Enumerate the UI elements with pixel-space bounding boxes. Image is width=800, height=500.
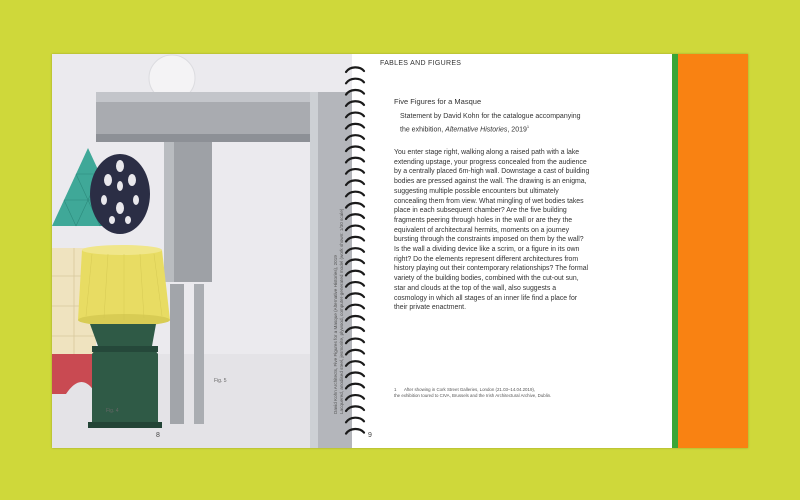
spiral-coil (346, 293, 364, 298)
spiral-coil (346, 350, 364, 355)
statement-text (400, 112, 590, 134)
spiral-coil (346, 203, 364, 208)
spiral-coil (346, 271, 364, 276)
spiral-coil (346, 259, 364, 264)
spiral-coil (346, 90, 364, 95)
footnote-line-1: After showing in Cork Street Galleries, London (21.03–14.04.2019), (404, 387, 536, 392)
running-head: FABLES AND FIGURES (380, 60, 462, 67)
spiral-coil (346, 372, 364, 377)
spiral-coil (346, 79, 364, 84)
statement-exhibition-title: Alternative Histories (445, 125, 508, 133)
left-page (52, 54, 352, 448)
footnote-line-2: the exhibition toured to CIVA, Brussels and the Irish Architectural Archive, Dublin. (394, 393, 552, 398)
spiral-coil (346, 101, 364, 106)
spiral-coil (346, 429, 364, 434)
spiral-coil (346, 418, 364, 423)
right-page (352, 54, 674, 448)
essay-body: You enter stage right, walking along a raised path with a lake extending upstage, your progress concealed from the audience by a centrally placed 6m-high wall. Downstage a cast of building bodies are pressed against the wall. The drawing is an enigma, suggesting multiple possible encounters but ultimately concealing them from view. What mingling of wet bodies takes place in each subsequent chamber? Are the five building fragments peering through holes in the wall or are they the equivalent of architectural hermits, moments on a journey bursting through the constraints imposed on them by the wall? Is the wall a dividing device like a scrim, or a figure in its own right? Do the elements represent different architectures from history playing out their contemporary relationships? The formal variety of the building bodies, combined with the cut-out sun, star and clouds at the top of the wall, also suggests a cosmology in which all stages of an inner life find a place for their private enactment. (394, 149, 590, 312)
spiral-coil (346, 67, 364, 72)
spiral-coil (346, 305, 364, 310)
spiral-coil (346, 146, 364, 151)
spiral-binding-icon (344, 60, 366, 448)
spiral-coil (346, 158, 364, 163)
spiral-coil (346, 339, 364, 344)
spiral-coil (346, 192, 364, 197)
spiral-coil (346, 124, 364, 129)
spiral-coil (346, 282, 364, 287)
spiral-coil (346, 327, 364, 332)
spiral-coil (346, 135, 364, 140)
spiral-coil (346, 316, 364, 321)
folio-left: 8 (156, 432, 160, 439)
footnote-number: 1 (394, 387, 397, 392)
folio-right: 9 (368, 432, 372, 439)
statement-prefix: Statement by David Kohn for the catalogue accompanying the exhibition, (400, 113, 581, 133)
spiral-coil (346, 180, 364, 185)
fig-label-5: Fig. 5 (214, 378, 227, 384)
page-edge-orange (678, 54, 748, 448)
spiral-coil (346, 226, 364, 231)
essay-title: Five Figures for a Masque (394, 97, 482, 106)
spiral-coil (346, 169, 364, 174)
spiral-coil (346, 406, 364, 411)
photo-caption-line-1: David Kohn Architects, Five Figures for a Masque (Alternative Histories), 2019 (333, 255, 338, 414)
spiral-coil (346, 113, 364, 118)
photo-caption-line-2: Lacquered, anodised steel, jesmonite, plywood, computer-generated model (work shown: 1/30 scale) (339, 208, 344, 414)
sculpture-photo (52, 54, 352, 448)
spiral-coil (346, 237, 364, 242)
footnote (394, 387, 614, 399)
statement-footnote-ref: 1 (526, 123, 530, 129)
spiral-coil (346, 384, 364, 389)
statement-suffix: , 2019 (507, 125, 527, 133)
spiral-coil (346, 395, 364, 400)
spiral-coil (346, 248, 364, 253)
book-spread (52, 54, 748, 448)
fig-label-4: Fig. 4 (106, 408, 119, 414)
spiral-coil (346, 361, 364, 366)
spiral-coil (346, 214, 364, 219)
